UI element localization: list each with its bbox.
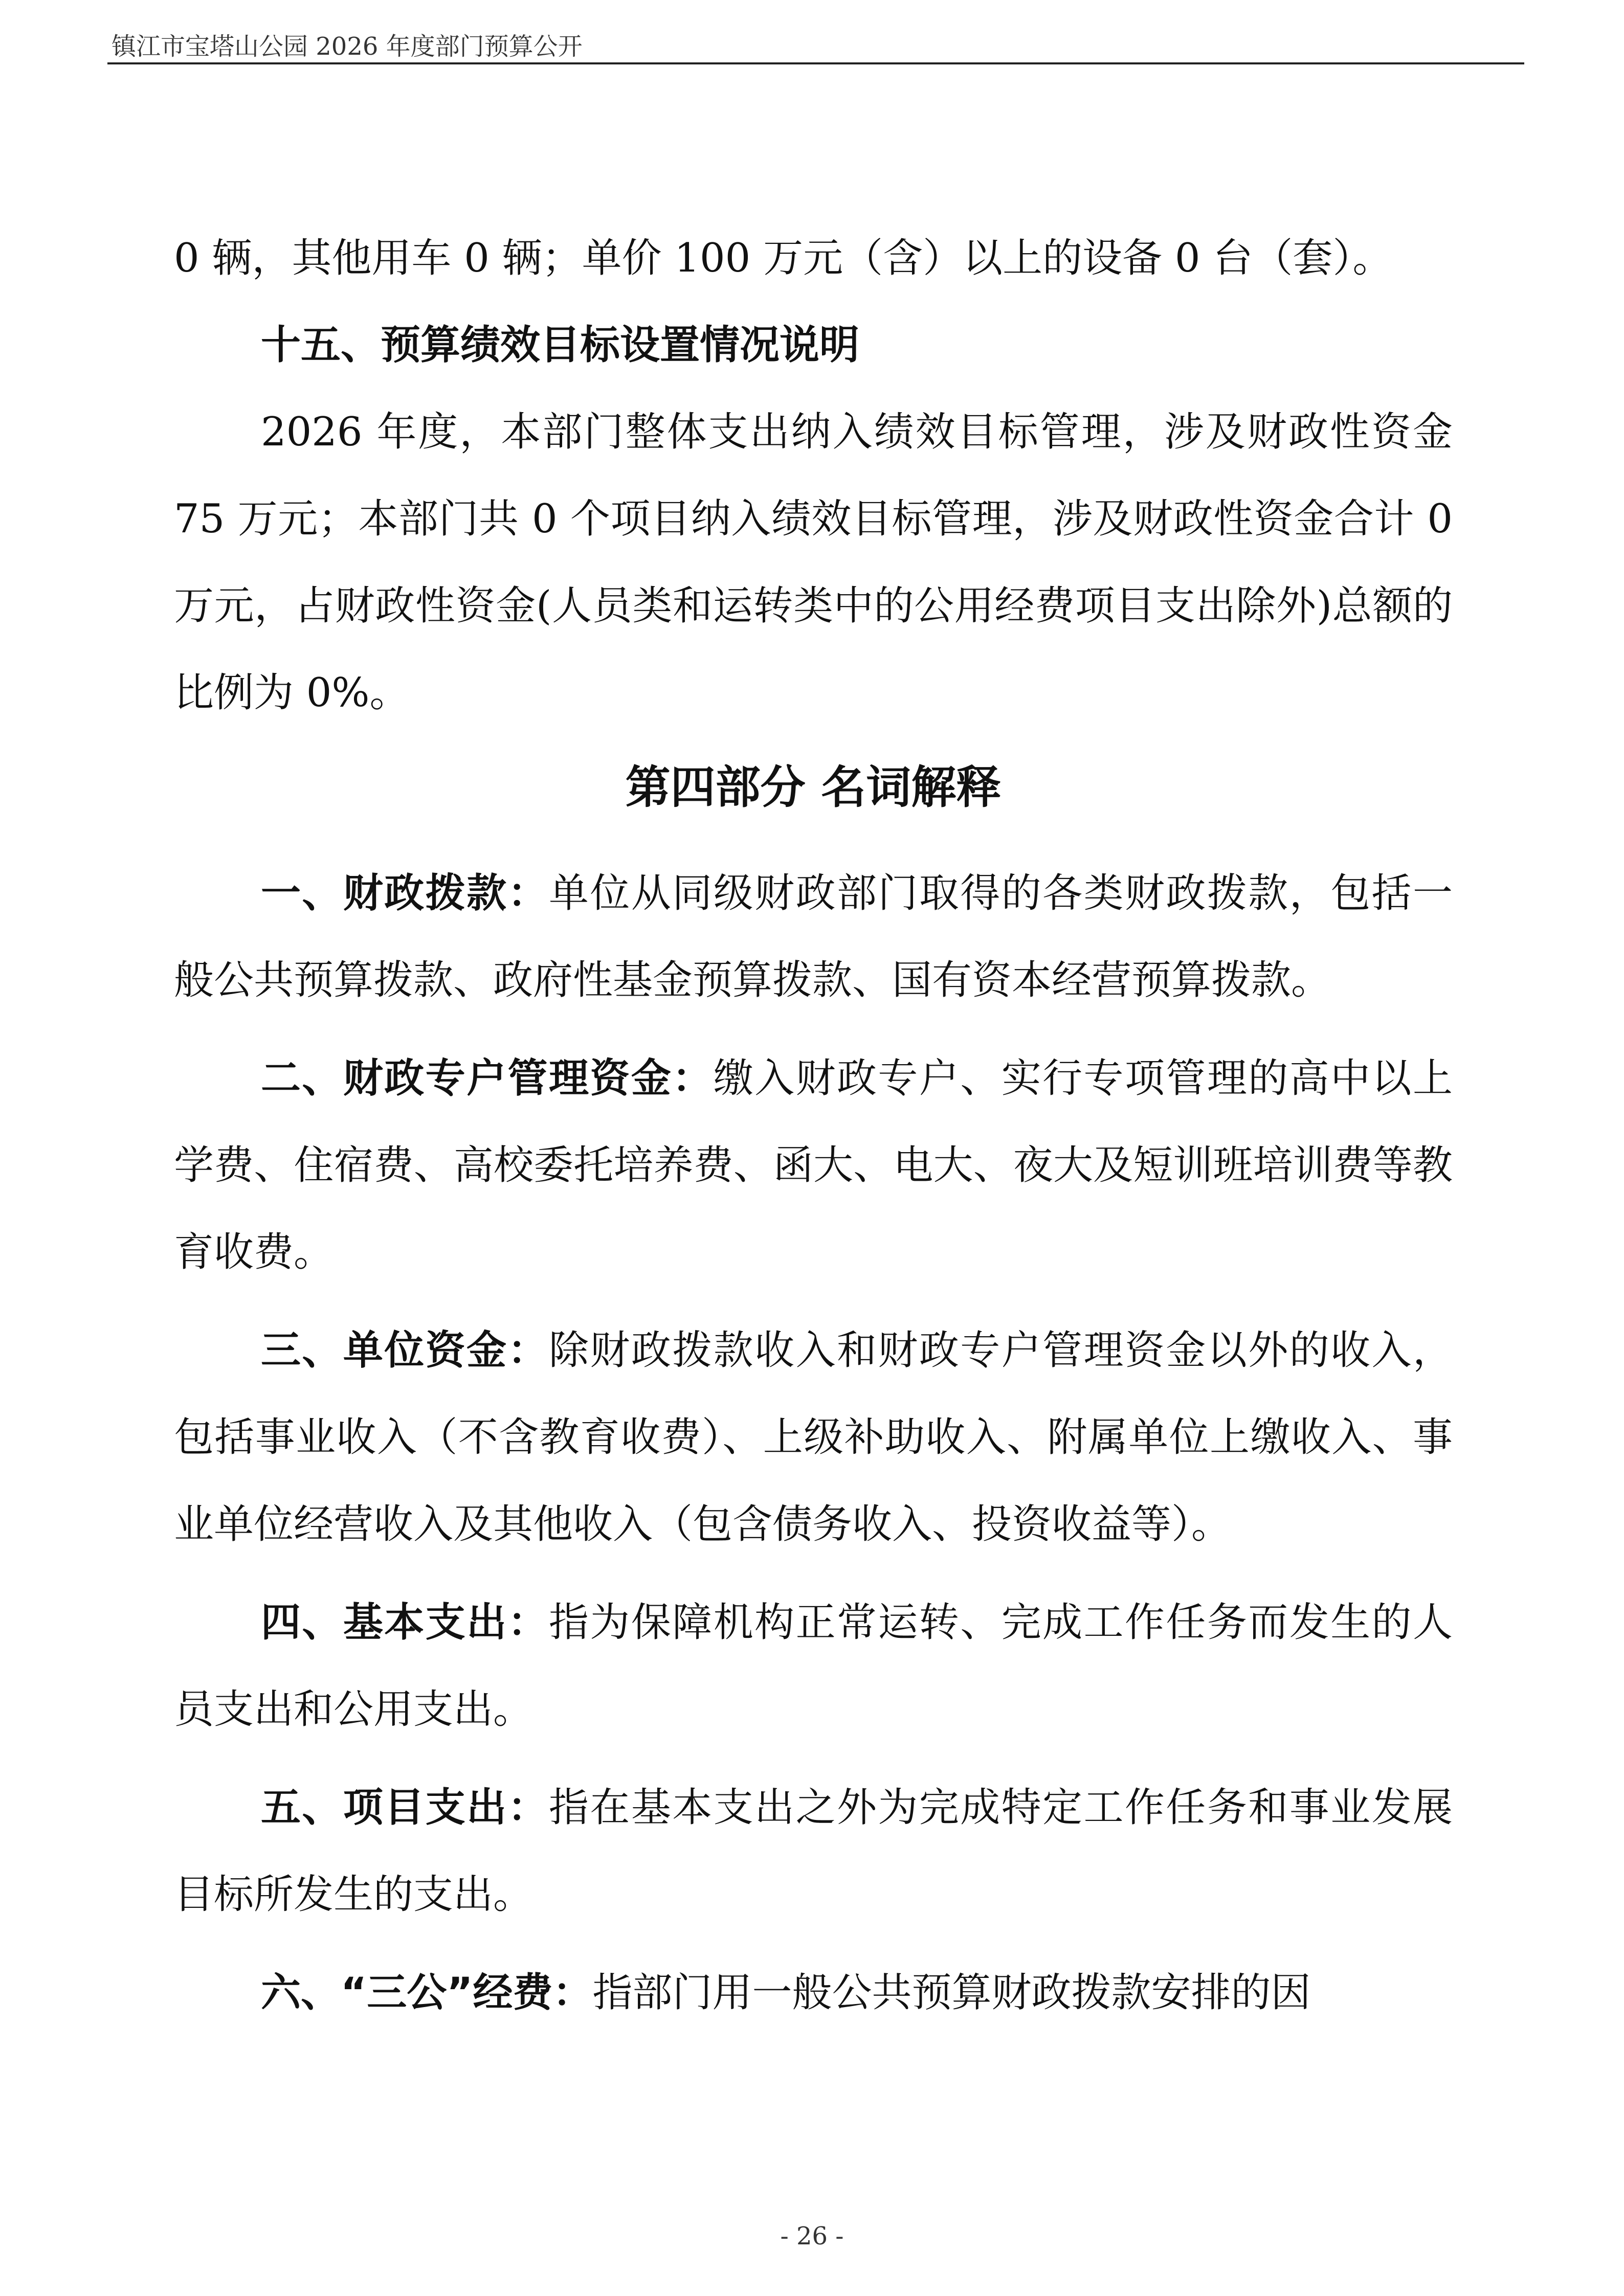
header-title: 镇江市宝塔山公园 2026 年度部门预算公开 [112, 32, 583, 61]
term-paragraph [174, 1764, 1453, 1938]
term-paragraph [174, 1307, 1453, 1568]
term-paragraph [174, 1579, 1453, 1753]
term-paragraph [174, 1035, 1453, 1296]
term-paragraph [174, 1949, 1453, 2036]
term-label: 三、单位资金： [261, 1327, 549, 1374]
continued-paragraph: 0 辆，其他用车 0 辆；单价 100 万元（含）以上的设备 0 台（套）。 [174, 235, 1393, 281]
term-label: 四、基本支出： [261, 1600, 549, 1646]
term-definition: 指部门用一般公共预算财政拨款安排的因 [592, 1970, 1311, 2016]
part-4-title: 第四部分 名词解释 [625, 761, 1002, 814]
term-definition: 指为保障机构正常运转、完成工作任务而发生的人员支出和公用支出。 [174, 1600, 1453, 1732]
section-15-paragraph: 2026 年度，本部门整体支出纳入绩效目标管理，涉及财政性资金 75 万元；本部门共 0 个项目纳入绩效目标管理，涉及财政性资金合计 0 万元，占财政性资金(人员类和运转类中的公用经费项目支出除外)总额的比例为 0%。 [174, 409, 1453, 716]
term-definition: 除财政拨款收入和财政专户管理资金以外的收入，包括事业收入（不含教育收费）、上级补助收入、附属单位上缴收入、事业单位经营收入及其他收入（包含债务收入、投资收益等）。 [174, 1327, 1453, 1547]
term-definition: 单位从同级财政部门取得的各类财政拨款，包括一般公共预算拨款、政府性基金预算拨款、国有资本经营预算拨款。 [174, 870, 1453, 1003]
term-paragraph [174, 850, 1453, 1024]
term-label: 二、财政专户管理资金： [261, 1055, 714, 1101]
page-header [107, 21, 1524, 64]
term-definition: 缴入财政专户、实行专项管理的高中以上学费、住宿费、高校委托培养费、函大、电大、夜大及短训班培训费等教育收费。 [174, 1055, 1453, 1275]
term-label: 五、项目支出： [261, 1785, 549, 1831]
page-number: - 26 - [780, 2222, 844, 2250]
term-label: 六、“三公”经费： [261, 1970, 593, 2016]
term-label: 一、财政拨款： [261, 870, 549, 916]
section-15-heading: 十五、预算绩效目标设置情况说明 [261, 322, 860, 368]
document-body [174, 215, 1453, 2036]
term-definition: 指在基本支出之外为完成特定工作任务和事业发展目标所发生的支出。 [174, 1785, 1453, 1918]
